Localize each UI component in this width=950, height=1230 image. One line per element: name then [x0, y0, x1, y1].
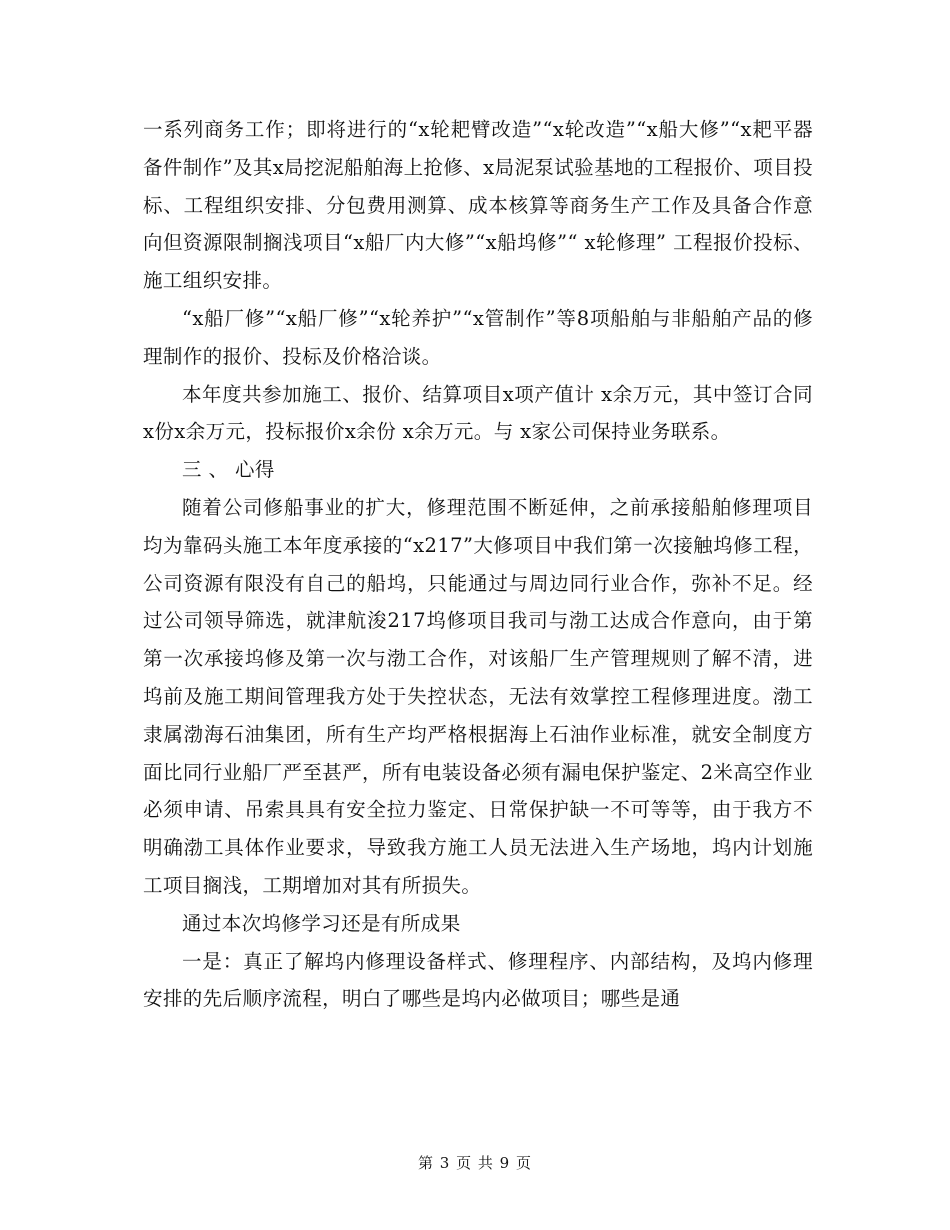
- paragraph-1: 一系列商务工作；即将进行的“x轮耙臂改造”“x轮改造”“x船大修”“x耙平器备件制作”及其x局挖泥船舶海上抢修、x局泥泵试验基地的工程报价、项目投标、工程组织安排、分包费用测算、成本核算等商务生产工作及具备合作意向但资源限制搁浅项目“x船厂内大修”“x船坞修”“ x轮修理” 工程报价投标、施工组织安排。: [143, 118, 813, 293]
- page-footer: 第 3 页 共 9 页: [418, 1154, 532, 1172]
- paragraph-3: 本年度共参加施工、报价、结算项目x项产值计 x余万元，其中签订合同x份x余万元，投标报价x余份 x余万元。与 x家公司保持业务联系。: [143, 382, 813, 444]
- section-heading: 三 、 心得: [182, 458, 275, 482]
- body-text: [143, 111, 813, 1018]
- paragraph-7: 一是：真正了解坞内修理设备样式、修理程序、内部结构，及坞内修理安排的先后顺序流程，明白了哪些是坞内必做项目；哪些是通: [143, 949, 813, 1011]
- paragraph-6: 通过本次坞修学习还是有所成果: [182, 911, 461, 935]
- paragraph-2: “x船厂修”“x船厂修”“x轮养护”“x管制作”等8项船舶与非船舶产品的修理制作的报价、投标及价格洽谈。: [143, 306, 813, 368]
- paragraph-5: 随着公司修船事业的扩大，修理范围不断延伸，之前承接船舶修理项目均为靠码头施工本年度承接的“x217”大修项目中我们第一次接触坞修工程，公司资源有限没有自己的船坞，只能通过与周边同行业合作，弥补不足。经过公司领导筛选，就津航浚217坞修项目我司与渤工达成合作意向，由于第第一次承接坞修及第一次与渤工合作，对该船厂生产管理规则了解不清，进坞前及施工期间管理我方处于失控状态，无法有效掌控工程修理进度。渤工隶属渤海石油集团，所有生产均严格根据海上石油作业标准，就安全制度方面比同行业船厂严至甚严，所有电装设备必须有漏电保护鉴定、2米高空作业必须申请、吊索具具有安全拉力鉴定、日常保护缺一不可等等，由于我方不明确渤工具体作业要求，导致我方施工人员无法进入生产场地，坞内计划施工项目搁浅，工期增加对其有所损失。: [143, 495, 813, 897]
